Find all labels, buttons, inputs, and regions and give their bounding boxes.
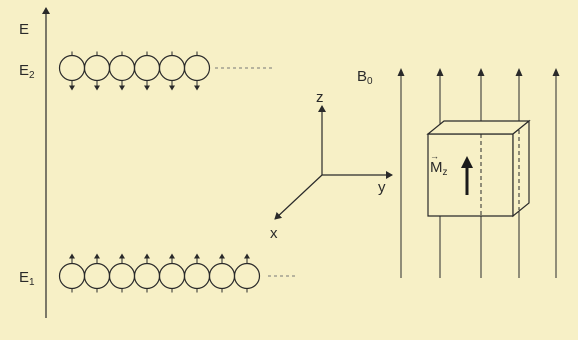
- upper-spin-arrowhead: [119, 86, 125, 91]
- upper-spin-circle: [160, 56, 185, 81]
- lower-spin-circle: [60, 264, 85, 289]
- x-axis-label: [270, 226, 278, 241]
- lower-spin-circle: [235, 264, 260, 289]
- lower-spin-arrowhead: [194, 254, 200, 259]
- upper-spin-circle: [85, 56, 110, 81]
- field-label-main: B: [357, 68, 368, 85]
- magnetization-vector-symbol: →: [430, 151, 439, 161]
- lower-spin-arrowhead: [69, 254, 75, 259]
- y-axis-label: [378, 180, 386, 195]
- energy-axis-label-text: E: [19, 21, 30, 38]
- field-line-arrowhead: [398, 68, 405, 76]
- field-line-arrowhead: [516, 68, 523, 76]
- upper-spin-circle: [110, 56, 135, 81]
- lower-spin-circle: [210, 264, 235, 289]
- lower-level-label: [19, 270, 35, 288]
- upper-spin-arrowhead: [144, 86, 150, 91]
- upper-level-label-sub: 2: [29, 70, 35, 81]
- upper-spin-circle: [135, 56, 160, 81]
- upper-spin-arrowhead: [94, 86, 100, 91]
- energy-axis-label: [19, 22, 29, 37]
- lower-spin-circle: [85, 264, 110, 289]
- lower-spin-arrowhead: [94, 254, 100, 259]
- lower-level-label-main: E: [19, 269, 30, 286]
- lower-spin-arrowhead: [119, 254, 125, 259]
- x-axis-label-text: x: [270, 225, 278, 242]
- magnetization-label-main: M: [430, 159, 443, 176]
- x-axis-line: [275, 175, 322, 219]
- coordinate-system: [275, 106, 392, 219]
- lower-spin-arrowhead: [169, 254, 175, 259]
- upper-level-label-main: E: [19, 62, 30, 79]
- upper-level-label: [19, 63, 35, 81]
- field-line-arrowhead: [478, 68, 485, 76]
- upper-spin-arrowhead: [69, 86, 75, 91]
- field-line-arrowhead: [553, 68, 560, 76]
- z-axis-label-text: z: [316, 89, 324, 106]
- upper-level-spins: [60, 52, 210, 91]
- field-label: [357, 69, 373, 87]
- lower-spin-arrowhead: [219, 254, 225, 259]
- field-label-sub: 0: [367, 76, 373, 87]
- lower-spin-circle: [160, 264, 185, 289]
- lower-spin-circle: [110, 264, 135, 289]
- magnetization-label-sub: z: [442, 167, 448, 178]
- lower-spin-circle: [185, 264, 210, 289]
- magnetization-label: [430, 151, 448, 178]
- upper-spin-circle: [60, 56, 85, 81]
- cube-side-face: [513, 121, 529, 216]
- upper-spin-circle: [185, 56, 210, 81]
- upper-spin-arrowhead: [194, 86, 200, 91]
- y-axis-label-text: y: [378, 179, 386, 196]
- lower-spin-arrowhead: [244, 254, 250, 259]
- upper-spin-arrowhead: [169, 86, 175, 91]
- field-line-arrowhead: [437, 68, 444, 76]
- cube-top-face: [428, 121, 529, 134]
- lower-spin-circle: [135, 264, 160, 289]
- lower-spin-arrowhead: [144, 254, 150, 259]
- lower-level-label-sub: 1: [29, 277, 35, 288]
- lower-level-spins: [60, 254, 260, 293]
- z-axis-label: [316, 90, 324, 105]
